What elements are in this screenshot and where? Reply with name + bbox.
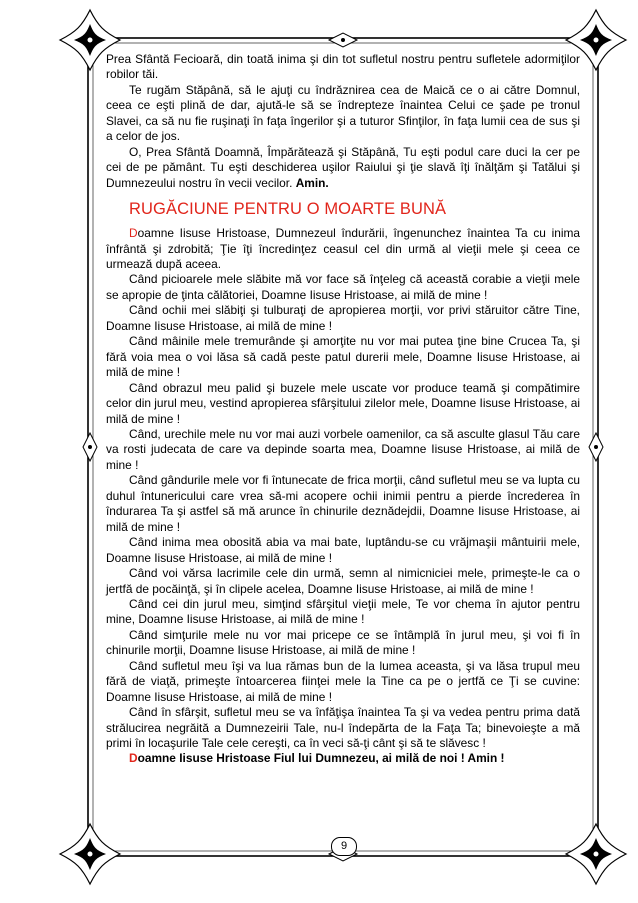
prayer-paragraph: Când, urechile mele nu vor mai auzi vorbele oamenilor, ca să asculte glasul Tău care va rosti judecata de care va depinde soarta mea, Doamne Iisuse Hristoase, ai milă de mine ! [106, 426, 580, 472]
intro-paragraph-2: Te rugăm Stăpână, să le ajuţi cu îndrăznirea cea de Maică ce o ai către Domnul, ceea ce eşti plină de dar, ajută-le să se îndrepteze înaintea Celui ce şade pe tronul Slavei, ca să nu fie ruşinaţi în faţa îngerilor şi a tuturor Sfinţilor, în faţa lumii cea de sus şi a celor de jos. [106, 82, 580, 144]
drop-initial: D [129, 226, 138, 241]
page-number: 9 [331, 837, 357, 856]
intro-paragraph-3-text: O, Prea Sfântă Doamnă, Împărătează şi Stăpână, Tu eşti podul care duci la cer pe cei de pe pământ. Tu eşti deschiderea uşilor Raiului şi ţie slavă îţi înălţăm şi Tatălui şi Dumnezeului nostru în vecii vecilor. [106, 144, 580, 190]
page-body [106, 52, 580, 767]
edge-ornament-top [329, 33, 357, 47]
edge-ornament-right [589, 433, 603, 461]
prayer-first-paragraph [106, 226, 580, 272]
prayer-paragraph: Când gândurile mele vor fi întunecate de frica morţii, când sufletul meu se va lupta cu duhul întunericului care vrea să-mi acopere ochii inimii pentru a pierde încrederea în îndurarea Ta şi astfel să mă arunce în chinurile deznădejdii, Doamne Iisuse Hristoase, ai milă de mine ! [106, 473, 580, 534]
closing-initial: D [129, 751, 138, 766]
corner-ornament-bottom-left [60, 824, 120, 884]
closing-line [106, 751, 580, 766]
edge-ornament-left [83, 433, 97, 461]
prayer-paragraph: Când obrazul meu palid şi buzele mele uscate vor produce teamă şi compătimire celor din jurul meu, vestind apropierea sfârşitului zilelor mele, Doamne Iisuse Hristoase, ai milă de mine ! [106, 380, 580, 426]
prayer-paragraph: Când sufletul meu îşi va lua rămas bun de la lumea aceasta, şi va lăsa trupul meu fără de viaţă, primeşte întoarcerea fiinţei mele la Tine ca pe o jertfă ce Ţi se cuvine: Doamne Iisuse Hristoase, ai milă de mine ! [106, 658, 580, 704]
amin-text: Amin. [295, 175, 329, 190]
prayer-paragraph: Când ochii mei slăbiţi şi tulburaţi de apropierea morţii, vor privi stăruitor către Tine, Doamne Iisuse Hristoase, ai milă de mine ! [106, 303, 580, 333]
prayer-paragraph: Când mâinile mele tremurânde şi amorţite nu vor mai putea ţine bine Crucea Ta, şi fără voia mea o voi lăsa să cadă peste patul durerii mele, Doamne Iisuse Hristoase, ai milă de mine ! [106, 334, 580, 380]
prayer-title: RUGĂCIUNE PENTRU O MOARTE BUNĂ [129, 200, 447, 219]
prayer-paragraph: Când simţurile mele nu vor mai pricepe ce se întâmplă în jurul meu, şi voi fi în chinurile morţii, Doamne Iisuse Hristoase, ai milă de mine ! [106, 627, 580, 658]
prayer-paragraph: Când inima mea obosită abia va mai bate, luptându-se cu vrăjmaşii mântuirii mele, Doamne Iisuse Hristoase, ai milă de mine ! [106, 535, 580, 565]
corner-ornament-bottom-right [566, 824, 626, 884]
prayer-paragraph: Când cei din jurul meu, simţind sfârşitul vieţii mele, Te vor chema în ajutor pentru mine, Doamne Iisuse Hristoase, ai milă de mine ! [106, 596, 580, 627]
prayer-paragraph: Când în sfârşit, sufletul meu se va înfăţişa înaintea Ta şi va vedea pentru prima dată strălucirea negrăită a Dumnezeirii Tale, nu-l îndepărta de la Faţa Ta; binevoieşte a mă primi în locaşurile Tale cele cereşti, ca în veci să-ţi cânt şi să te slăvesc ! [106, 705, 580, 751]
intro-paragraph-3 [106, 145, 580, 191]
prayer-paragraph-list [106, 272, 580, 751]
prayer-first-paragraph-text: oamne Iisuse Hristoase, Dumnezeul îndurării, îngenunchez înaintea Ta cu inima înfrântă şi zdrobită; Ţie îţi încredinţez ceasul cel din urmă al vieţii mele şi ceea ce urmează după aceea. [106, 226, 580, 271]
prayer-paragraph: Când voi vărsa lacrimile cele din urmă, semn al nimicniciei mele, primeşte-le ca o jertfă de pocăinţă, şi în clipele acelea, Doamne Iisuse Hristoase, ai milă de mine ! [106, 566, 580, 596]
intro-paragraph-1: Prea Sfântă Fecioară, din toată inima şi din tot sufletul nostru pentru sufletele adormiţilor robilor tăi. [106, 52, 580, 82]
closing-text: oamne Iisuse Hristoase Fiul lui Dumnezeu, ai milă de noi ! Amin ! [137, 751, 505, 766]
prayer-paragraph: Când picioarele mele slăbite mă vor face să înţeleg că această corabie a vieţii mele se apropie de ţinta călătoriei, Doamne Iisuse Hristoase, ai milă de mine ! [106, 272, 580, 302]
